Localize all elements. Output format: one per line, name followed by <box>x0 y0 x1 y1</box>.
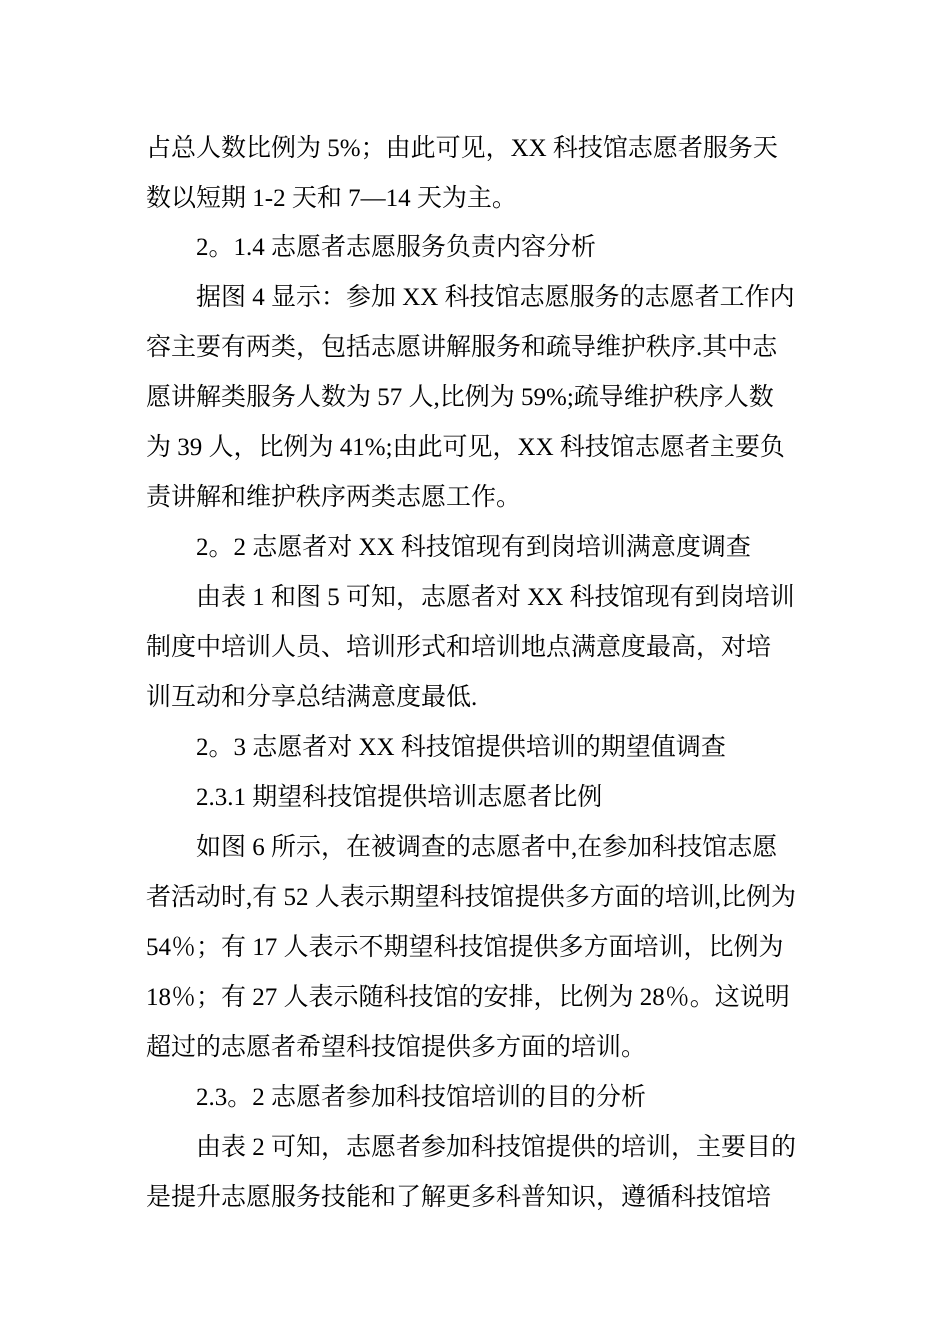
section-heading: 2.3.1 期望科技馆提供培训志愿者比例 <box>196 784 603 811</box>
paragraph-line: 由表 2 可知，志愿者参加科技馆提供的培训，主要目的 <box>196 1134 797 1161</box>
paragraph-line: 54％；有 17 人表示不期望科技馆提供多方面培训，比例为 <box>146 934 784 961</box>
paragraph-line: 责讲解和维护秩序两类志愿工作。 <box>146 484 522 511</box>
paragraph-line: 由表 1 和图 5 可知，志愿者对 XX 科技馆现有到岗培训 <box>196 584 795 611</box>
paragraph-line: 训互动和分享总结满意度最低. <box>146 684 478 711</box>
paragraph-line: 超过的志愿者希望科技馆提供多方面的培训。 <box>146 1034 647 1061</box>
paragraph-line: 容主要有两类，包括志愿讲解服务和疏导维护秩序.其中志 <box>146 334 778 361</box>
paragraph-line: 者活动时,有 52 人表示期望科技馆提供多方面的培训,比例为 <box>146 884 797 911</box>
paragraph-line: 如图 6 所示，在被调查的志愿者中,在参加科技馆志愿 <box>196 834 778 861</box>
section-heading: 2。2 志愿者对 XX 科技馆现有到岗培训满意度调查 <box>196 534 751 561</box>
paragraph-line: 18％；有 27 人表示随科技馆的安排，比例为 28％。这说明 <box>146 984 790 1011</box>
section-heading: 2.3。2 志愿者参加科技馆培训的目的分析 <box>196 1084 647 1111</box>
paragraph-line: 数以短期 1-2 天和 7—14 天为主。 <box>146 185 517 212</box>
paragraph-line: 制度中培训人员、培训形式和培训地点满意度最高，对培 <box>146 634 772 661</box>
paragraph-line: 为 39 人，比例为 41%;由此可见，XX 科技馆志愿者主要负 <box>146 434 785 461</box>
paragraph-line: 据图 4 显示：参加 XX 科技馆志愿服务的志愿者工作内 <box>196 284 795 311</box>
paragraph-line: 占总人数比例为 5%；由此可见，XX 科技馆志愿者服务天 <box>146 135 778 162</box>
section-heading: 2。1.4 志愿者志愿服务负责内容分析 <box>196 234 597 261</box>
paragraph-line: 愿讲解类服务人数为 57 人,比例为 59%;疏导维护秩序人数 <box>146 384 774 411</box>
section-heading: 2。3 志愿者对 XX 科技馆提供培训的期望值调查 <box>196 734 726 761</box>
paragraph-line: 是提升志愿服务技能和了解更多科普知识，遵循科技馆培 <box>146 1184 772 1211</box>
